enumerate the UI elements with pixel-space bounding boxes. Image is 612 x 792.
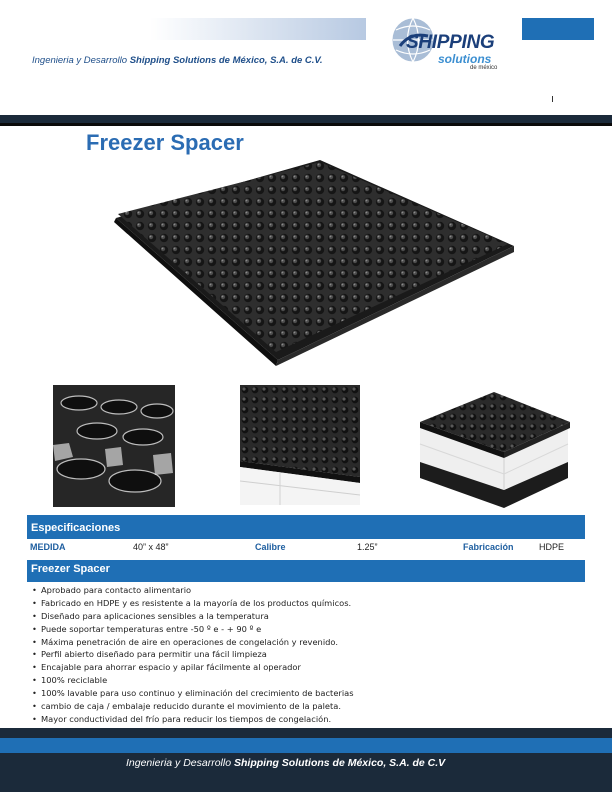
product-pallet-image (418, 382, 572, 510)
small-tick-mark (552, 96, 553, 102)
logo-sub: solutions (438, 52, 492, 66)
spec-calibre-value: 1.25” (357, 542, 378, 552)
logo-word: SHIPPING (406, 32, 495, 53)
header-gradient-bar (150, 18, 366, 40)
footer-tagline-prefix: Ingenieria y Desarrollo (126, 757, 232, 769)
spec-fabricacion-label: Fabricación (463, 542, 514, 552)
spec-medida-value: 40” x 48” (133, 542, 169, 552)
specs-row (27, 540, 585, 555)
logo-sub2: de méxico (470, 65, 498, 71)
header-tagline-prefix: Ingenieria y Desarrollo (32, 55, 128, 66)
feature-item: • Máxima penetración de aire en operaciones de congelación y revenido. (32, 636, 338, 647)
feature-item: • Fabricado en HDPE y es resistente a la mayoría de los productos químicos. (32, 597, 352, 608)
spec-medida-label: MEDIDA (30, 542, 66, 552)
feature-item: • cambio de caja / embalaje reducido durante el movimiento de la paleta. (32, 701, 341, 712)
product-closeup-image (53, 385, 175, 507)
page-title: Freezer Spacer (86, 130, 244, 155)
top-black-rule (0, 123, 612, 126)
footer-dark-band (0, 728, 612, 738)
feature-item: • Encajable para ahorrar espacio y apilar fácilmente al operador (32, 662, 301, 673)
feature-item: • Perfil abierto diseñado para permitir una fácil limpieza (32, 649, 267, 660)
footer-tagline-company: Shipping Solutions de México, S.A. de C.V (233, 757, 446, 769)
feature-item: • Diseñado para aplicaciones sensibles a la temperatura (32, 610, 269, 621)
spec-fabricacion-value: HDPE (539, 542, 565, 552)
feature-item: • 100% lavable para uso continuo y eliminación del crecimiento de bacterias (32, 688, 354, 699)
spec-calibre-label: Calibre (255, 542, 286, 552)
header-tagline-company: Shipping Solutions de México, S.A. de C.V. (129, 55, 323, 66)
product-main-image (110, 160, 520, 372)
company-logo (386, 14, 516, 76)
feature-item: • 100% reciclable (32, 675, 108, 686)
footer-tagline (126, 757, 445, 769)
product-on-boxes-image (240, 385, 360, 505)
specs-header-bar: Especificaciones (27, 515, 585, 539)
top-dark-band (0, 115, 612, 123)
features-header-bar: Freezer Spacer (27, 560, 585, 582)
feature-item: • Aprobado para contacto alimentario (32, 585, 192, 595)
features-list (32, 584, 592, 726)
header-tagline (32, 55, 323, 66)
feature-item: • Puede soportar temperaturas entre -50 º e - + 90 º e (32, 623, 262, 634)
header-blue-block (522, 18, 594, 40)
footer-blue-band (0, 738, 612, 753)
feature-item: • Mayor conductividad del frío para reducir los tiempos de congelación. (32, 713, 332, 724)
